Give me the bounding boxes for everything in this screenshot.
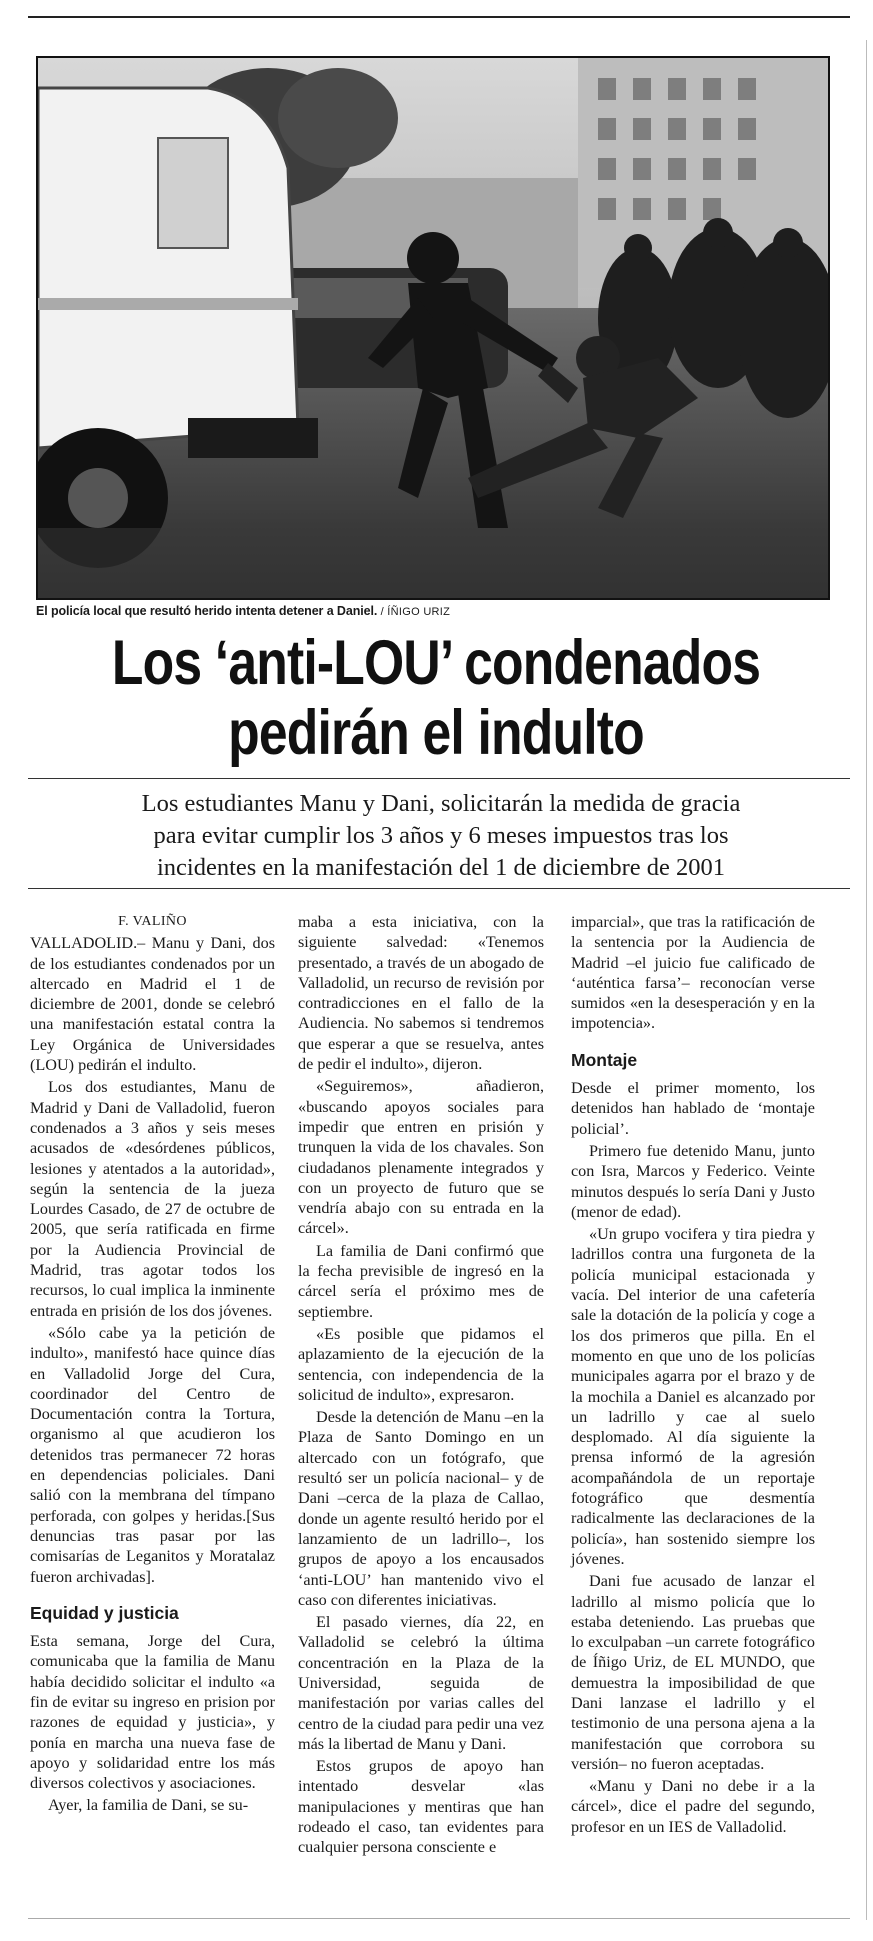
paragraph: Desde la detención de Manu –en la Plaza de Santo Domingo en un altercado con un fotógrafo, que resultó ser un policía nacional– y de Dani –cerca de la plaza de Callao, donde un agente resultó herido por el lanzamiento de un ladrillo–, los grupos de apoyo a los encausados ‘anti-LOU’ han mantenido vivo el caso con diferentes iniciativas. [298,1408,544,1609]
paragraph: Estos grupos de apoyo han intentado desvelar «las manipulaciones y mentiras que han rodeado el caso, tan evidentes para cualquier persona consciente e [298,1757,544,1857]
paragraph: VALLADOLID.– Manu y Dani, dos de los estudiantes condenados por un altercado en Madrid el 1 de diciembre de 2001, donde se celebró una manifestación estatal contra la Ley Orgánica de Universidades (LOU) pedirán el indulto. [30,934,275,1075]
paragraph: La familia de Dani confirmó que la fecha previsible de ingresó en la cárcel sería el próximo mes de septiembre. [298,1241,544,1321]
paragraph: imparcial», que tras la ratificación de la sentencia por la Audiencia de Madrid –el juicio fue calificado de ‘auténtica farsa’– reconocían verse sumidos «en la desesperación y en la impotencia». [571,913,815,1033]
headline-line-2: pedirán el indulto [228,698,644,768]
paragraph: «Seguiremos», añadieron, «buscando apoyos sociales para impedir que entren en prisión y trunquen la vida de los chavales. Son ciudadanos plenamente integrados y con un proyecto de futuro que se vendría abajo con su entrada en la cárcel». [298,1077,544,1238]
subhead-line-1: Los estudiantes Manu y Dani, solicitarán la medida de gracia [141,790,741,817]
paragraph: Ayer, la familia de Dani, se su- [48,1796,249,1815]
photo-police-arrest-icon [38,58,828,598]
subhead-top-rule [28,778,850,779]
top-rule [28,16,850,18]
photo-caption [36,604,826,618]
photo-credit: / ÍÑIGO URIZ [380,606,451,618]
paragraph: Esta semana, Jorge del Cura, comunicaba que la familia de Manu había decidido solicitar el indulto «a fin de evitar su ingreso en prision por razones de equidad y justicia», y ponía en marcha una nueva fase de apoyo y solidaridad entre los más diversos colectivos y asociaciones. [30,1632,275,1793]
paragraph: Dani fue acusado de lanzar el ladrillo al mismo policía que lo estaba deteniendo. Las pruebas que lo exculpaban –un carrete fotográfico de Íñigo Uriz, de EL MUNDO, que demuestra la imposibilidad de que Dani lanzase el ladrillo y el testimonio de una persona ajena a la manifestación que corrobora su versión– no fueron aceptadas. [571,1572,815,1773]
paragraph: «Es posible que pidamos el aplazamiento de la ejecución de la sentencia, con independencia de la solicitud de indulto», expresaron. [298,1324,544,1404]
paragraph: maba a esta iniciativa, con la siguiente salvedad: «Tenemos presentado, a través de un abogado de Valladolid, un recurso de revisión por contradicciones en el fallo de la Audiencia. No sabemos si tendremos que esperar a que se resuelva, antes de pedir el indulto», dijeron. [298,913,544,1074]
article-column-2 [298,912,544,1860]
subhead-bottom-rule [28,888,850,889]
subhead-line-2: para evitar cumplir los 3 años y 6 meses impuestos tras los [153,822,729,849]
bottom-rule [28,1918,850,1919]
article-column-3 [571,912,815,1839]
article-column-1 [30,912,275,1818]
page-edge-line [866,40,867,1920]
paragraph: «Manu y Dani no debe ir a la cárcel», dice el padre del segundo, profesor en un IES de Valladolid. [571,1777,815,1836]
subhead-line-3: incidentes en la manifestación del 1 de diciembre de 2001 [156,854,726,881]
byline: F. VALIÑO [118,914,187,929]
paragraph: El pasado viernes, día 22, en Valladolid se celebró la última concentración en la Plaza de la Universidad, seguida de manifestación por varias calles del centro de la ciudad para pedir una vez más la libertad de Manu y Dani. [298,1613,544,1753]
section-heading-montaje: Montaje [571,1049,638,1070]
paragraph: Primero fue detenido Manu, junto con Isra, Marcos y Federico. Veinte minutos después lo sería Dani y Justo (menor de edad). [571,1141,815,1221]
headline [103,628,769,768]
caption-text: El policía local que resultó herido intenta detener a Daniel. [36,604,378,618]
paragraph: Desde el primer momento, los detenidos han hablado de ‘montaje policial’. [571,1079,815,1138]
paragraph: Los dos estudiantes, Manu de Madrid y Dani de Valladolid, fueron condenados a 3 años y seis meses acusados de «desórdenes públicos, lesiones y atentados a la autoridad», según la sentencia de la jueza Lourdes Casado, de 27 de octubre de 2005, que sería ratificada en firme por la Audiencia Provincial de Madrid, tras agotar todos los recursos, lo cual implica la inminente entrada en prisión de los dos jóvenes. [30,1078,275,1320]
section-heading-equidad: Equidad y justicia [30,1602,179,1623]
headline-line-1: Los ‘anti-LOU’ condenados [111,628,761,698]
paragraph: «Sólo cabe ya la petición de indulto», manifestó hace quince días en Valladolid Jorge del Cura, coordinador del Centro de Documentación contra la Tortura, organismo al que acudieron los detenidos tras permanecer 72 horas en dependencias policiales. Dani salió con la membrana del tímpano perforada, con golpes y heridas.[Sus denuncias tras pasar por las comisarías de Leganitos y Moratalaz fueron archivadas]. [30,1323,275,1586]
news-photo [36,56,830,600]
paragraph: «Un grupo vocifera y tira piedra y ladrillos contra una furgoneta de la policía municipal estacionada y vacía. Del interior de una cafetería sale la dotación de la policía y coge a los dos primeros que pilla. En el momento en que uno de los policías municipales agarra por el brazo y de la mochila a Daniel es alcanzado por un ladrillo y cae al suelo desplomado. Al día siguiente la prensa informó de la agresión acompañándola de un reportaje fotográfico que desmentía radicalmente las declaraciones de la policía», han sostenido siempre los jóvenes. [571,1225,815,1568]
subheadline [60,788,822,884]
